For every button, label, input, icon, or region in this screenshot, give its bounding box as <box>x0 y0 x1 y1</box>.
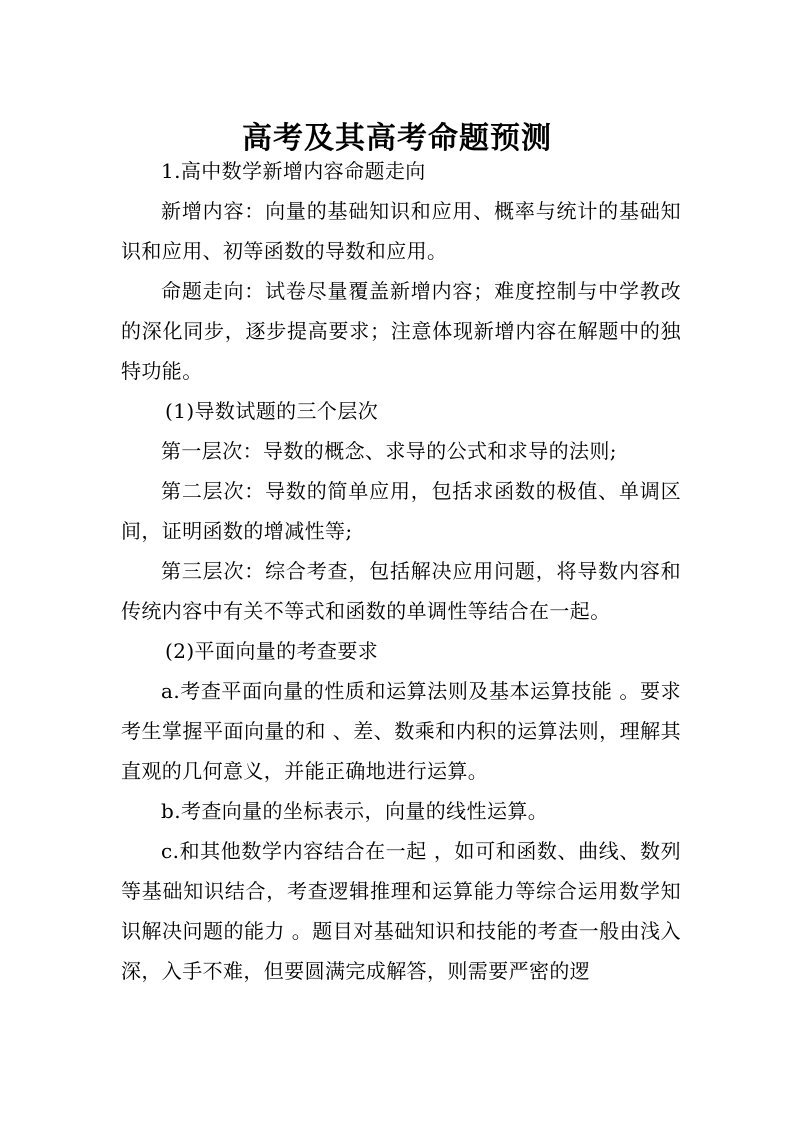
body-paragraph: 第一层次：导数的概念、求导的公式和求导的法则; <box>161 439 617 463</box>
body-paragraph: 命题走向：试卷尽量覆盖新增内容；难度控制与中学教改的深化同步，逐步提高要求；注意体现新增内容在解题中的独特功能。 <box>121 279 681 383</box>
subsection-heading: (2)平面向量的考查要求 <box>165 639 379 663</box>
body-paragraph: 新增内容：向量的基础知识和应用、概率与统计的基础知识和应用、初等函数的导数和应用。 <box>121 199 681 263</box>
body-paragraph: c.和其他数学内容结合在一起 ，如可和函数、曲线、数列等基础知识结合，考查逻辑推理和运算能力等综合运用数学知识解决问题的能力 。题目对基础知识和技能的考查一般由浅入深，入手不难，但要圆满完成解答，则需要严密的逻 <box>121 839 681 983</box>
document-title: 高考及其高考命题预测 <box>242 121 552 157</box>
section-heading: 1.高中数学新增内容命题走向 <box>161 159 426 183</box>
body-paragraph: 第二层次：导数的简单应用，包括求函数的极值、单调区间，证明函数的增减性等; <box>121 479 681 543</box>
body-paragraph: b.考查向量的坐标表示，向量的线性运算。 <box>161 799 549 823</box>
subsection-heading: (1)导数试题的三个层次 <box>165 399 379 423</box>
body-paragraph: 第三层次：综合考查，包括解决应用问题，将导数内容和传统内容中有关不等式和函数的单调性等结合在一起。 <box>121 559 681 623</box>
body-paragraph: a.考查平面向量的性质和运算法则及基本运算技能 。要求考生掌握平面向量的和 、差、数乘和内积的运算法则，理解其直观的几何意义，并能正确地进行运算。 <box>121 679 681 783</box>
document-body <box>121 151 681 991</box>
